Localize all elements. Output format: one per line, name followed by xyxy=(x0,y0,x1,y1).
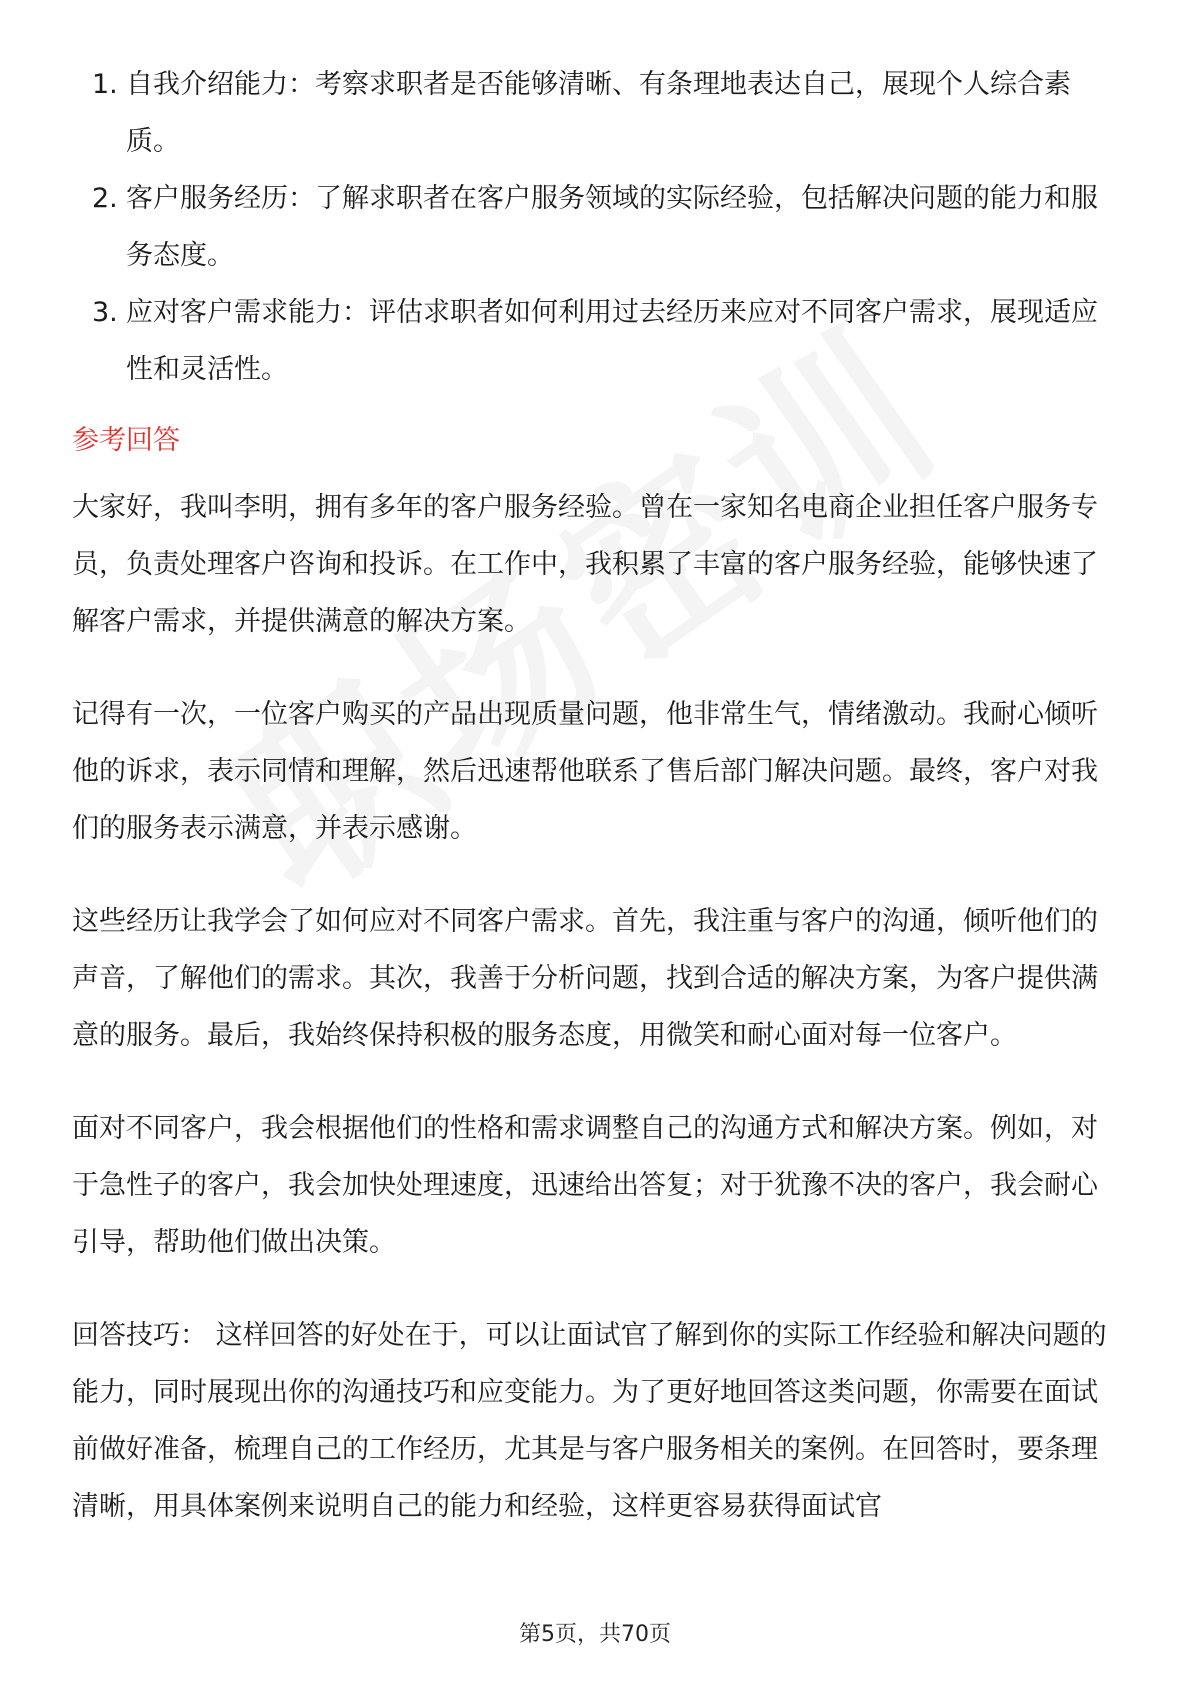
reference-answer-heading: 参考回答 xyxy=(72,425,180,456)
list-item xyxy=(72,170,1122,284)
answer-paragraph: 这些经历让我学会了如何应对不同客户需求。首先，我注重与客户的沟通，倾听他们的声音，了解他们的需求。其次，我善于分析问题，找到合适的解决方案，为客户提供满意的服务。最后，我始终保持积极的服务态度，用微笑和耐心面对每一位客户。 xyxy=(72,906,1098,1051)
list-item xyxy=(72,56,1122,170)
list-item xyxy=(72,284,1122,398)
document-body xyxy=(72,56,1122,1535)
list-number: 3. xyxy=(92,297,118,328)
page-number-footer: 第5页，共70页 xyxy=(519,1622,671,1647)
list-text: 自我介绍能力：考察求职者是否能够清晰、有条理地表达自己，展现个人综合素质。 xyxy=(126,69,1071,157)
list-text: 客户服务经历：了解求职者在客户服务领域的实际经验，包括解决问题的能力和服务态度。 xyxy=(126,183,1098,271)
answer-paragraph: 记得有一次，一位客户购买的产品出现质量问题，他非常生气，情绪激动。我耐心倾听他的诉求，表示同情和理解，然后迅速帮他联系了售后部门解决问题。最终，客户对我们的服务表示满意，并表示感谢。 xyxy=(72,699,1098,844)
list-number: 2. xyxy=(92,183,118,214)
answer-paragraph: 大家好，我叫李明，拥有多年的客户服务经验。曾在一家知名电商企业担任客户服务专员，负责处理客户咨询和投诉。在工作中，我积累了丰富的客户服务经验，能够快速了解客户需求，并提供满意的解决方案。 xyxy=(72,492,1098,637)
list-number: 1. xyxy=(92,69,118,100)
answer-paragraph: 面对不同客户，我会根据他们的性格和需求调整自己的沟通方式和解决方案。例如，对于急性子的客户，我会加快处理速度，迅速给出答复；对于犹豫不决的客户，我会耐心引导，帮助他们做出决策。 xyxy=(72,1113,1098,1258)
evaluation-criteria-list xyxy=(72,56,1122,398)
list-text: 应对客户需求能力：评估求职者如何利用过去经历来应对不同客户需求，展现适应性和灵活性。 xyxy=(126,297,1098,385)
answer-tips-paragraph: 回答技巧： 这样回答的好处在于，可以让面试官了解到你的实际工作经验和解决问题的能力，同时展现出你的沟通技巧和应变能力。为了更好地回答这类问题，你需要在面试前做好准备，梳理自己的工作经历，尤其是与客户服务相关的案例。在回答时，要条理清晰，用具体案例来说明自己的能力和经验，这样更容易获得面试官 xyxy=(72,1320,1107,1522)
